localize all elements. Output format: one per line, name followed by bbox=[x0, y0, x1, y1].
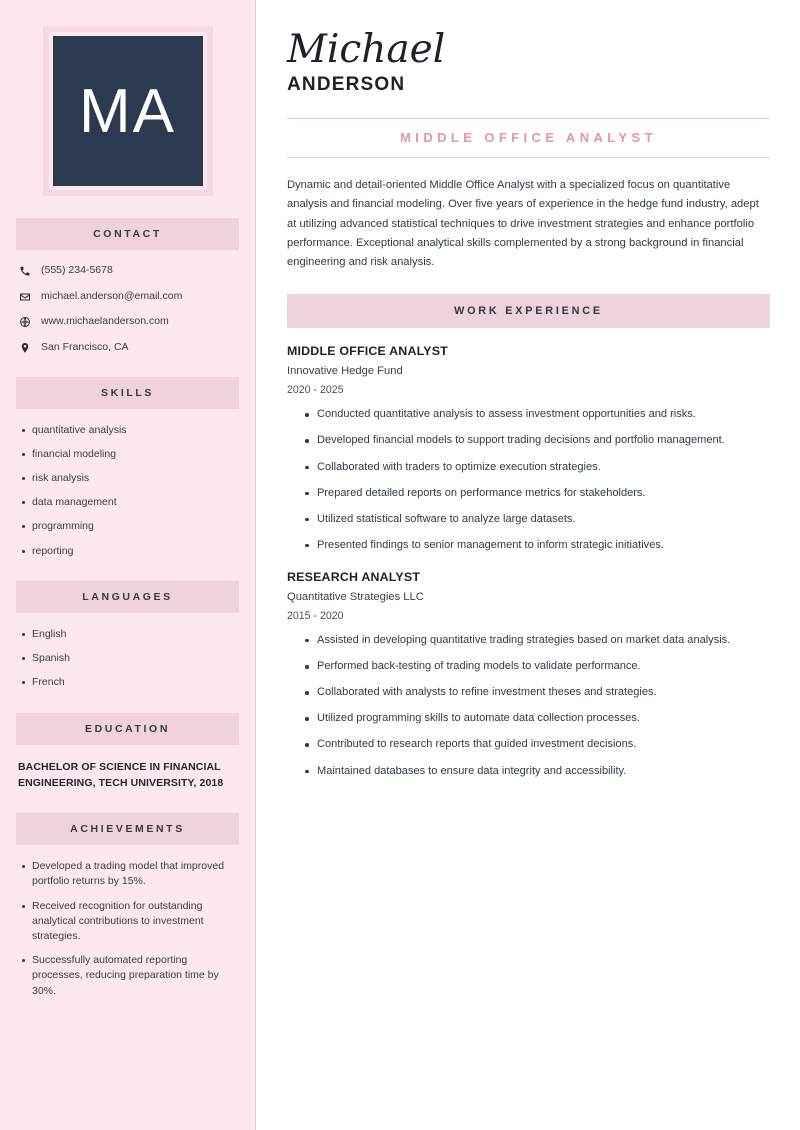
list-item: Prepared detailed reports on performance metrics for stakeholders. bbox=[317, 485, 770, 502]
education-section-heading: EDUCATION bbox=[16, 713, 239, 745]
contact-location-text: San Francisco, CA bbox=[41, 340, 129, 353]
page-title bbox=[287, 27, 770, 96]
sidebar bbox=[0, 0, 256, 1130]
list-item: financial modeling bbox=[32, 447, 239, 462]
list-item: Developed financial models to support trading decisions and portfolio management. bbox=[317, 432, 770, 449]
list-item: Utilized statistical software to analyze large datasets. bbox=[317, 511, 770, 528]
globe-icon bbox=[18, 316, 31, 328]
contact-email-text: michael.anderson@email.com bbox=[41, 289, 183, 302]
skills-list bbox=[16, 423, 239, 559]
headline-job-title: MIDDLE OFFICE ANALYST bbox=[287, 118, 770, 158]
avatar-initials: MA bbox=[53, 36, 203, 186]
list-item: Utilized programming skills to automate data collection processes. bbox=[317, 710, 770, 727]
job-company: Quantitative Strategies LLC bbox=[287, 590, 424, 603]
phone-icon bbox=[18, 265, 31, 277]
last-name: ANDERSON bbox=[287, 74, 406, 95]
languages-list bbox=[16, 627, 239, 691]
job-dates: 2020 - 2025 bbox=[287, 384, 344, 397]
list-item: English bbox=[32, 627, 239, 642]
list-item: French bbox=[32, 675, 239, 690]
languages-section-heading: LANGUAGES bbox=[16, 581, 239, 613]
first-name: Michael bbox=[287, 27, 446, 72]
contact-phone-text: (555) 234-5678 bbox=[41, 264, 113, 276]
avatar-frame bbox=[43, 26, 213, 196]
main-content bbox=[256, 0, 800, 1130]
list-item: Collaborated with traders to optimize execution strategies. bbox=[317, 459, 770, 476]
job-role: RESEARCH ANALYST bbox=[287, 569, 421, 584]
envelope-icon bbox=[18, 291, 31, 303]
list-item: Performed back-testing of trading models to validate performance. bbox=[317, 658, 770, 675]
list-item: risk analysis bbox=[32, 471, 239, 486]
experience-entry-2 bbox=[287, 570, 770, 780]
experience-entry-1 bbox=[287, 344, 770, 554]
skills-section-heading: SKILLS bbox=[16, 377, 239, 409]
achievements-section-heading: ACHIEVEMENTS bbox=[16, 813, 239, 845]
list-item: Presented findings to senior management to inform strategic initiatives. bbox=[317, 537, 770, 554]
job-company: Innovative Hedge Fund bbox=[287, 365, 403, 378]
list-item: Developed a trading model that improved portfolio returns by 15%. bbox=[32, 859, 239, 889]
list-item: Conducted quantitative analysis to assess investment opportunities and risks. bbox=[317, 406, 770, 423]
list-item: Maintained databases to ensure data integrity and accessibility. bbox=[317, 763, 770, 780]
job-bullet-list bbox=[287, 406, 770, 554]
list-item: Successfully automated reporting processes, reducing preparation time by 30%. bbox=[32, 953, 239, 999]
list-item: programming bbox=[32, 519, 239, 534]
list-item: Received recognition for outstanding analytical contributions to investment strategies. bbox=[32, 899, 239, 945]
list-item: Spanish bbox=[32, 651, 239, 666]
contact-item-phone bbox=[18, 264, 239, 278]
contact-website-text: www.michaelanderson.com bbox=[41, 315, 169, 328]
list-item: reporting bbox=[32, 544, 239, 559]
education-entry: BACHELOR OF SCIENCE IN FINANCIAL ENGINEERING, TECH UNIVERSITY, 2018 bbox=[18, 760, 224, 789]
list-item: Contributed to research reports that guided investment decisions. bbox=[317, 736, 770, 753]
job-bullet-list bbox=[287, 632, 770, 780]
list-item: Assisted in developing quantitative trading strategies based on market data analysis. bbox=[317, 632, 770, 649]
job-role: MIDDLE OFFICE ANALYST bbox=[287, 344, 448, 359]
list-item: Collaborated with analysts to refine investment theses and strategies. bbox=[317, 684, 770, 701]
location-pin-icon bbox=[18, 342, 31, 354]
professional-summary: Dynamic and detail-oriented Middle Office Analyst with a specialized focus on quantitative analysis and financial modeling. Over five years of experience in the hedge fund industry, adept at utilizing advanced statistical techniques to drive investment strategies and enhance portfolio performance. Exceptional analytical skills complemented by a strong background in financial engineering and risk analysis. bbox=[287, 179, 759, 269]
job-dates: 2015 - 2020 bbox=[287, 609, 344, 622]
work-experience-heading: WORK EXPERIENCE bbox=[287, 294, 770, 328]
list-item: quantitative analysis bbox=[32, 423, 239, 438]
contact-item-email bbox=[18, 290, 239, 304]
contact-item-website bbox=[18, 315, 239, 329]
contact-section-heading: CONTACT bbox=[16, 218, 239, 250]
contact-list bbox=[16, 264, 239, 355]
list-item: data management bbox=[32, 495, 239, 510]
contact-item-location bbox=[18, 341, 239, 355]
achievements-list bbox=[16, 859, 239, 999]
